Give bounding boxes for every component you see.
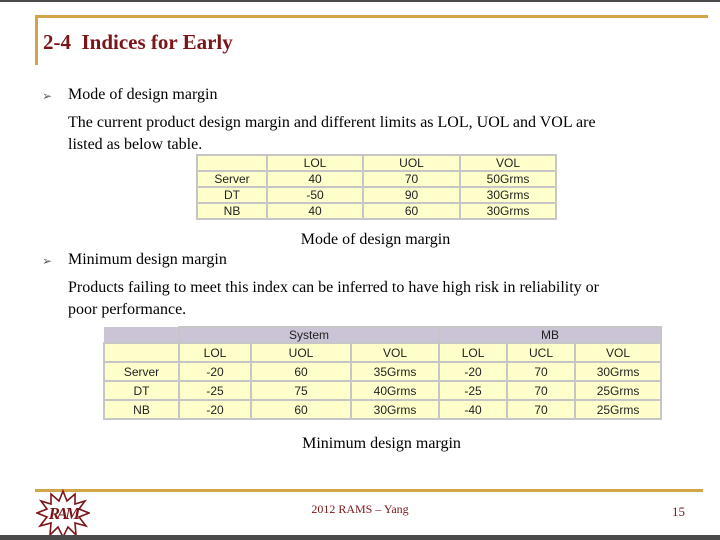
table-header-cell: UCL (507, 343, 575, 362)
title-left-rule (35, 15, 38, 65)
table-header-cell (197, 155, 267, 171)
section2-body-line2: poor performance. (68, 301, 187, 318)
table-cell: -20 (179, 362, 251, 381)
table-header-cell: LOL (439, 343, 507, 362)
table-cell: 60 (251, 400, 351, 419)
table-cell: 40 (267, 203, 363, 219)
section2-heading: Minimum design margin (68, 251, 227, 268)
table-cell: -40 (439, 400, 507, 419)
table-cell: 60 (363, 203, 460, 219)
logo-text: RAM (48, 504, 78, 523)
table-row (104, 400, 661, 419)
title-top-rule (36, 15, 708, 18)
table-cell: 70 (507, 362, 575, 381)
table-cell: -25 (179, 381, 251, 400)
table-cell: 25Grms (575, 381, 661, 400)
table-row (197, 203, 556, 219)
table-cell: 70 (507, 381, 575, 400)
table-row (197, 171, 556, 187)
bullet-arrow-icon: ➢ (42, 89, 53, 103)
table-cell: 50Grms (460, 171, 556, 187)
row-label: NB (197, 203, 267, 219)
table-header-cell: VOL (575, 343, 661, 362)
table1-caption: Mode of design margin (300, 231, 451, 248)
table-header-cell: UOL (251, 343, 351, 362)
table-cell: 25Grms (575, 400, 661, 419)
table-header-cell: UOL (363, 155, 460, 171)
section2-body-line1: Products failing to meet this index can be inferred to have high risk in reliability or (68, 279, 599, 296)
table-cell: 40Grms (351, 381, 439, 400)
table-cell: 70 (507, 400, 575, 419)
footer-credit: 2012 RAMS – Yang (311, 502, 409, 516)
table-cell: 30Grms (575, 362, 661, 381)
footer-rule (35, 489, 703, 492)
row-label: DT (197, 187, 267, 203)
section1-body-line1: The current product design margin and different limits as LOL, UOL and VOL are (68, 114, 596, 131)
table-cell: 30Grms (460, 187, 556, 203)
table-header-cell: VOL (351, 343, 439, 362)
empty-corner-cell (104, 327, 179, 343)
minimum-design-margin-table (103, 326, 662, 420)
table-header-cell: LOL (179, 343, 251, 362)
section1-body-line2: listed as below table. (68, 136, 203, 153)
mode-design-margin-table (196, 154, 557, 220)
table-header-cell: VOL (460, 155, 556, 171)
table-cell: 40 (267, 171, 363, 187)
page-number: 15 (672, 504, 685, 519)
table-cell: 75 (251, 381, 351, 400)
row-label: Server (197, 171, 267, 187)
table-cell: 35Grms (351, 362, 439, 381)
table-cell: 30Grms (351, 400, 439, 419)
slide-title: 2-4 Indices for Early (43, 30, 233, 54)
table-header-row (197, 155, 556, 171)
table2-caption: Minimum design margin (302, 435, 461, 452)
table-cell: -20 (179, 400, 251, 419)
table-header-cell (104, 343, 179, 362)
table-cell: 70 (363, 171, 460, 187)
section1-heading: Mode of design margin (68, 86, 218, 103)
table-cell: 90 (363, 187, 460, 203)
table-cell: -20 (439, 362, 507, 381)
table-cell: -50 (267, 187, 363, 203)
table-header-row (104, 343, 661, 362)
row-label: DT (104, 381, 179, 400)
table-row (104, 381, 661, 400)
group-header-mb: MB (439, 327, 661, 343)
table-row (197, 187, 556, 203)
table-row (104, 362, 661, 381)
table-cell: 30Grms (460, 203, 556, 219)
table-cell: -25 (439, 381, 507, 400)
table-cell: 60 (251, 362, 351, 381)
bullet-arrow-icon: ➢ (42, 254, 53, 268)
group-header-row (104, 327, 661, 343)
table-header-cell: LOL (267, 155, 363, 171)
row-label: NB (104, 400, 179, 419)
row-label: Server (104, 362, 179, 381)
group-header-system: System (179, 327, 439, 343)
